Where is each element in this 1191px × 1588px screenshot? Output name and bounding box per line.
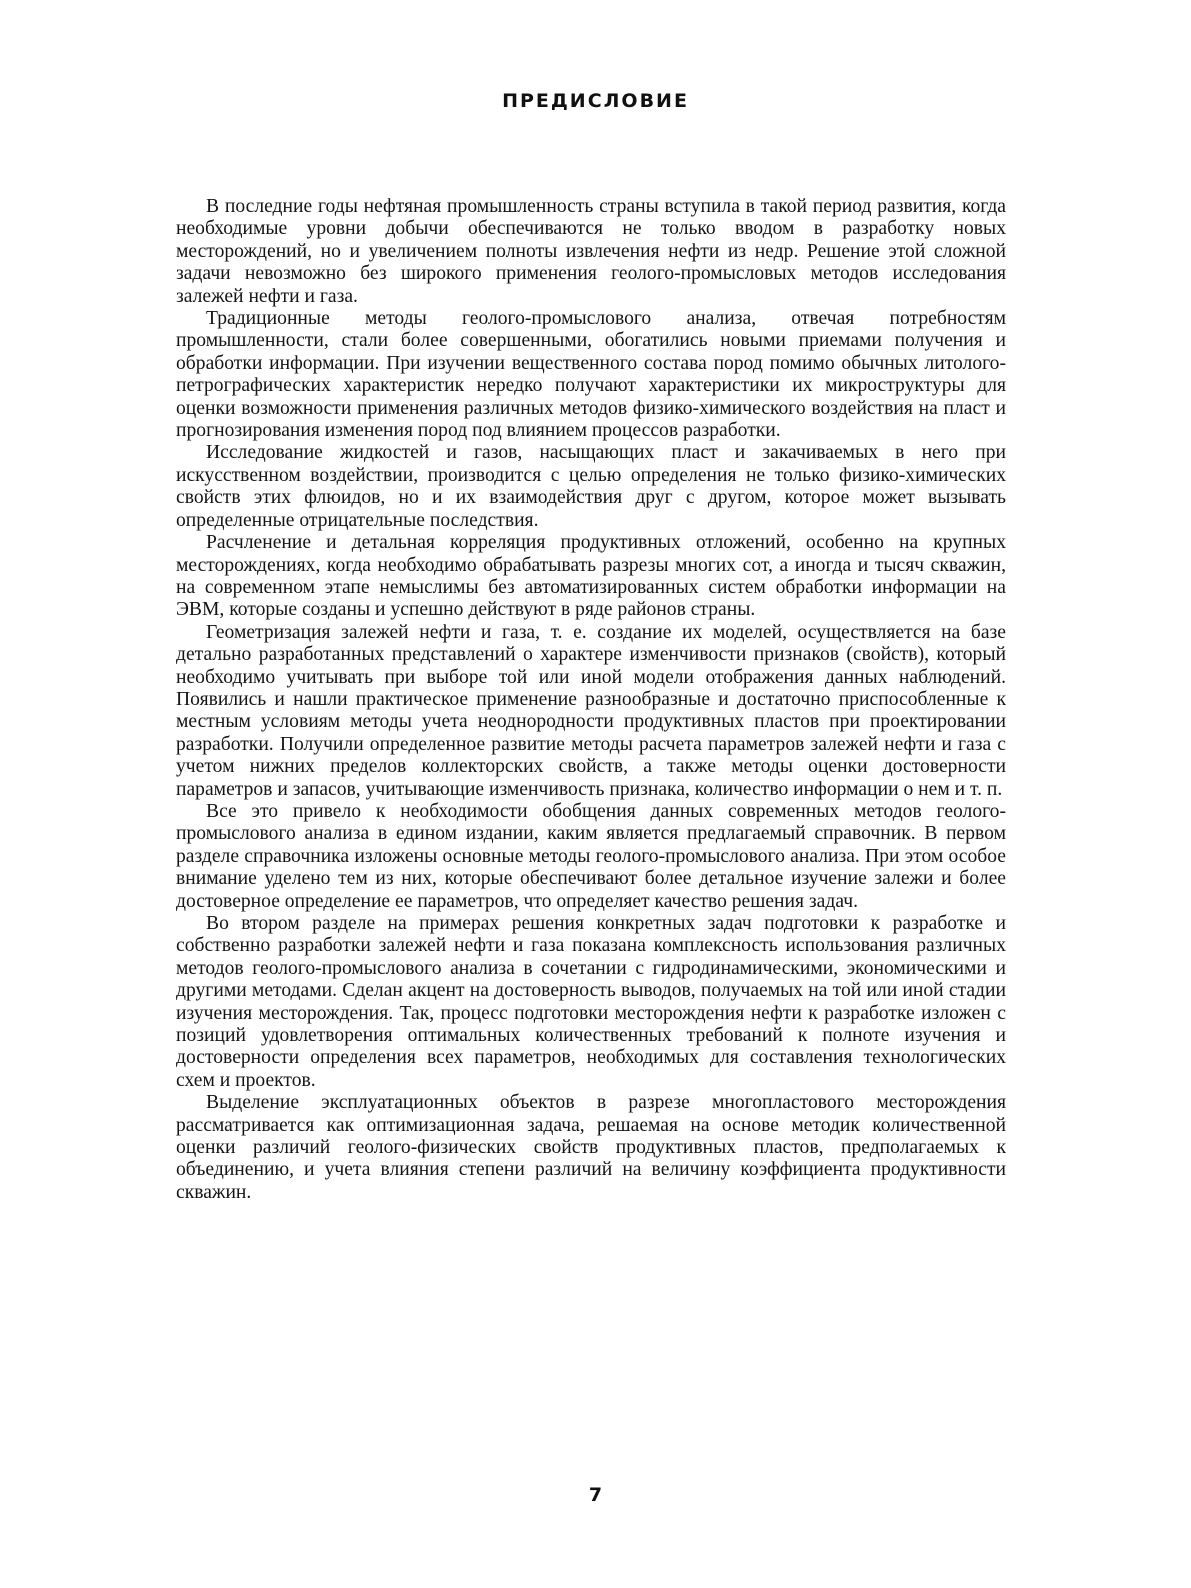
paragraph: Все это привело к необходимости обобщения данных современных методов геолого-промыслового анализа в едином издании, каким является предлагаемый справочник. В первом разделе справочника изложены основные методы геолого-промыслового анализа. При этом особое внимание уделено тем из них, которые обеспечивают более детальное изучение залежи и более достоверное определение ее параметров, что определяет качество решения задач. (176, 800, 1006, 912)
paragraph: Традиционные методы геолого-промыслового анализа, отвечая потребностям промышленности, стали более совершенными, обогатились новыми приемами получения и обработки информации. При изучении вещественного состава пород помимо обычных литолого-петрографических характеристик нередко получают характеристики их микроструктуры для оценки возможности применения различных методов физико-химического воздействия на пласт и прогнозирования изменения пород под влиянием процессов разработки. (176, 308, 1006, 442)
paragraph: В последние годы нефтяная промышленность страны вступила в такой период развития, когда необходимые уровни добычи обеспечиваются не только вводом в разработку новых месторождений, но и увеличением полноты извлечения нефти из недр. Решение этой сложной задачи невозможно без широкого применения геолого-промысловых методов исследования залежей нефти и газа. (176, 196, 1006, 307)
paragraph: Расчленение и детальная корреляция продуктивных отложений, особенно на крупных месторождениях, когда необходимо обрабатывать разрезы многих сот, а иногда и тысяч скважин, на современном этапе немыслимы без автоматизированных систем обработки информации на ЭВМ, которые созданы и успешно действуют в ряде районов страны. (176, 532, 1006, 621)
paragraph: Исследование жидкостей и газов, насыщающих пласт и закачиваемых в него при искусственном воздействии, производится с целью определения не только физико-химических свойств этих флюидов, но и их взаимодействия друг с другом, которое может вызывать определенные отрицательные последствия. (176, 442, 1006, 531)
paragraph: Выделение эксплуатационных объектов в разрезе многопластового месторождения рассматривается как оптимизационная задача, решаемая на основе методик количественной оценки различий геолого-физических свойств продуктивных пластов, предполагаемых к объединению, и учета влияния степени различий на величину коэффициента продуктивности скважин. (176, 1092, 1006, 1203)
preface-body (176, 196, 1006, 1204)
page-title: ПРЕДИСЛОВИЕ (502, 90, 689, 112)
paragraph: Геометризация залежей нефти и газа, т. е. создание их моделей, осуществляется на базе детально разработанных представлений о характере изменчивости признаков (свойств), который необходимо учитывать при выборе той или иной модели отображения данных наблюдений. Появились и нашли практическое применение разнообразные и достаточно приспособленные к местным условиям методы учета неоднородности продуктивных пластов при проектировании разработки. Получили определенное развитие методы расчета параметров залежей нефти и газа с учетом нижних пределов коллекторских свойств, а также методы оценки достоверности параметров и запасов, учитывающие изменчивость признака, количество информации о нем и т. п. (176, 621, 1006, 800)
page-number: 7 (588, 1484, 603, 1506)
paragraph: Во втором разделе на примерах решения конкретных задач подготовки к разработке и собственно разработки залежей нефти и газа показана комплексность использования различных методов геолого-промыслового анализа в сочетании с гидродинамическими, экономическими и другими методами. Сделан акцент на достоверность выводов, получаемых на той или иной стадии изучения месторождения. Так, процесс подготовки месторождения нефти к разработке изложен с позиций удовлетворения оптимальных количественных требований к полноте изучения и достоверности определения всех параметров, необходимых для составления технологических схем и проектов. (176, 913, 1006, 1091)
